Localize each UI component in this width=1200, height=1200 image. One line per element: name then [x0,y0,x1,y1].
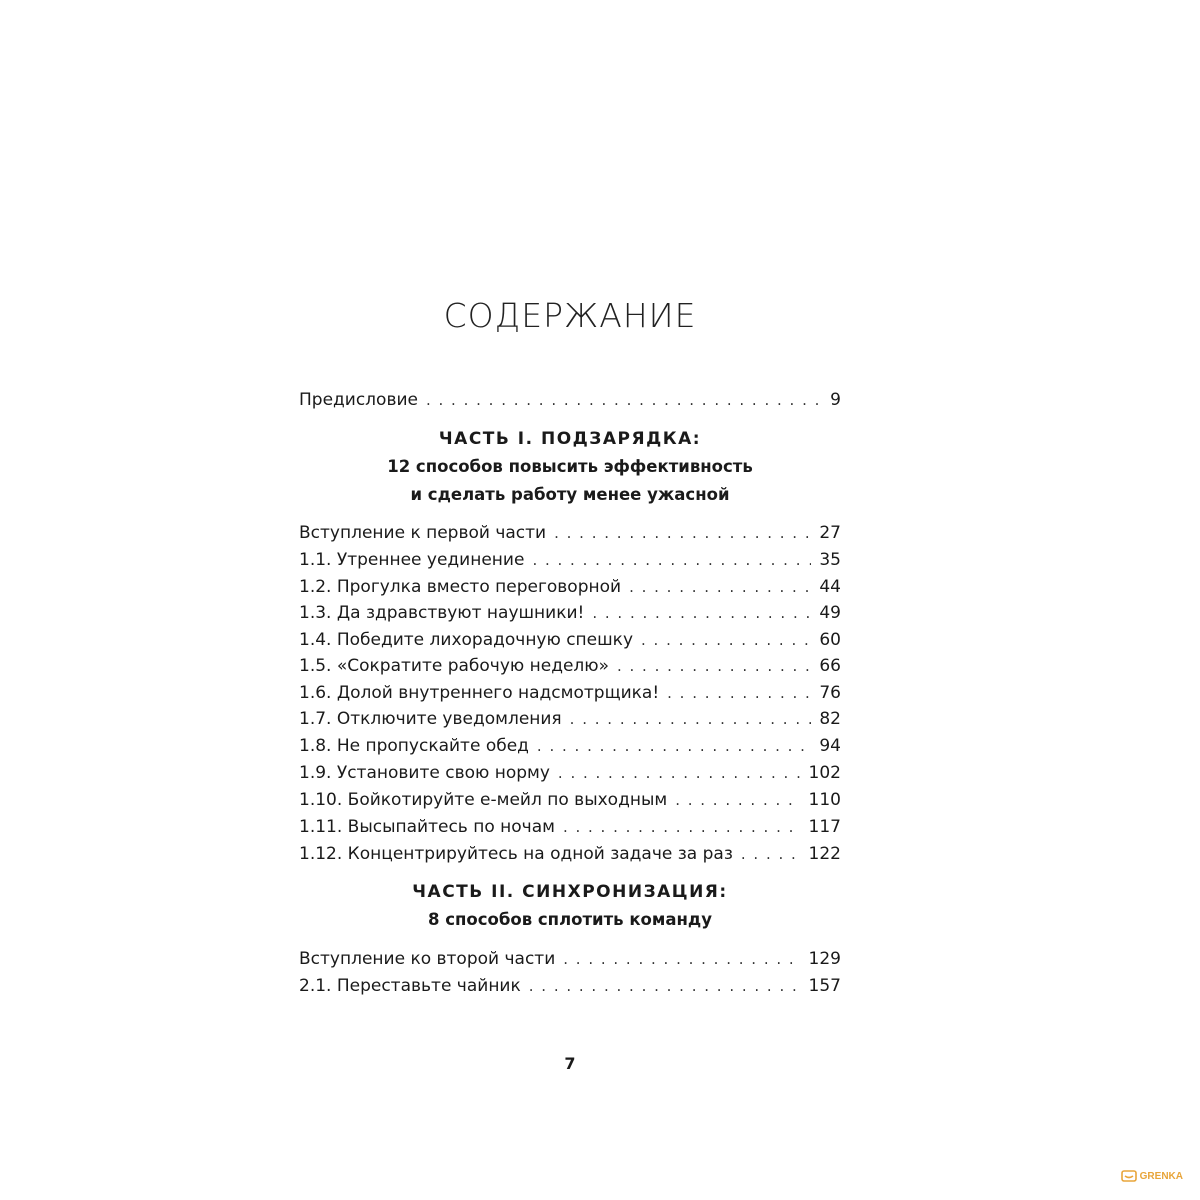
toc-entry-label: 1.7. Отключите уведомления [299,709,562,729]
toc-entry [299,653,841,679]
toc-leader-dots [563,946,800,972]
toc-leader-dots [426,387,822,413]
toc-entry-label: Предисловие [299,390,418,410]
toc-entry-label: 1.10. Бойкотируйте е-мейл по выходным [299,790,668,810]
toc-entry-label: 1.9. Установите свою норму [299,763,550,783]
toc-entry [299,973,841,999]
toc-entry-page: 122 [808,844,841,864]
toc-entry [299,627,841,653]
part-1-heading: ЧАСТЬ I. ПОДЗАРЯДКА: [438,429,702,449]
toc-entry-page: 66 [819,656,841,676]
toc-entry-page: 129 [808,949,841,969]
toc-entry-page: 157 [808,976,841,996]
toc-leader-dots [641,627,811,653]
toc-entry [299,760,841,786]
part-2-subtitle: 8 способов сплотить команду [427,910,712,929]
toc-leader-dots [667,680,811,706]
toc-entry [299,600,841,626]
toc-leader-dots [675,787,800,813]
toc-entry-label: 1.8. Не пропускайте обед [299,736,529,756]
toc-entry [299,574,841,600]
toc-leader-dots [741,841,801,867]
toc-entry-preface [299,387,841,413]
toc-entry [299,946,841,972]
page-number: 7 [564,1054,576,1073]
part-1-subtitle-line-2: и сделать работу менее ужасной [410,485,730,504]
toc-entry-label: 1.6. Долой внутреннего надсмотрщика! [299,683,660,703]
toc-leader-dots [629,574,811,600]
toc-leader-dots [529,973,801,999]
toc-entry [299,547,841,573]
page-title: СОДЕРЖАНИЕ [443,296,697,335]
toc-entry [299,841,841,867]
toc-entry-page: 82 [819,709,841,729]
toc-entry [299,706,841,732]
toc-entry [299,787,841,813]
watermark-logo [1121,1170,1183,1182]
toc-entry [299,520,841,546]
toc-entry-page: 110 [808,790,841,810]
toc-entry-page: 35 [819,550,841,570]
toc-entry-page: 9 [830,390,841,410]
toc-entry-label: 1.1. Утреннее уединение [299,550,525,570]
toc-leader-dots [554,520,811,546]
toc-leader-dots [617,653,811,679]
toc-entry-label: Вступление ко второй части [299,949,556,969]
toc-entry-page: 60 [819,630,841,650]
toc-entry-page: 94 [819,736,841,756]
toc-entry-label: Вступление к первой части [299,523,547,543]
toc-entry-page: 117 [808,817,841,837]
toc-entry [299,733,841,759]
toc-entry-page: 27 [819,523,841,543]
toc-entry-label: 1.4. Победите лихорадочную спешку [299,630,634,650]
toc-entry-page: 102 [808,763,841,783]
toc-leader-dots [563,814,801,840]
cart-icon [1121,1170,1137,1182]
toc-entry-label: 2.1. Переставьте чайник [299,976,521,996]
toc-entry-label: 1.2. Прогулка вместо переговорной [299,577,622,597]
toc-entry-page: 44 [819,577,841,597]
toc-leader-dots [592,600,811,626]
toc-entry-page: 49 [819,603,841,623]
toc-entry [299,680,841,706]
toc-entry-label: 1.11. Высыпайтесь по ночам [299,817,555,837]
part-2-heading: ЧАСТЬ II. СИНХРОНИЗАЦИЯ: [412,882,728,902]
toc-leader-dots [570,706,812,732]
toc-entry-label: 1.12. Концентрируйтесь на одной задаче за раз [299,844,733,864]
watermark-text: GRENKA [1139,1170,1183,1182]
toc-leader-dots [537,733,811,759]
toc-leader-dots [532,547,811,573]
toc-leader-dots [558,760,801,786]
toc-entry-page: 76 [819,683,841,703]
toc-entry-label: 1.3. Да здравствуют наушники! [299,603,585,623]
toc-entry-label: 1.5. «Сократите рабочую неделю» [299,656,609,676]
toc-entry [299,814,841,840]
part-1-subtitle-line-1: 12 способов повысить эффективность [387,457,753,476]
